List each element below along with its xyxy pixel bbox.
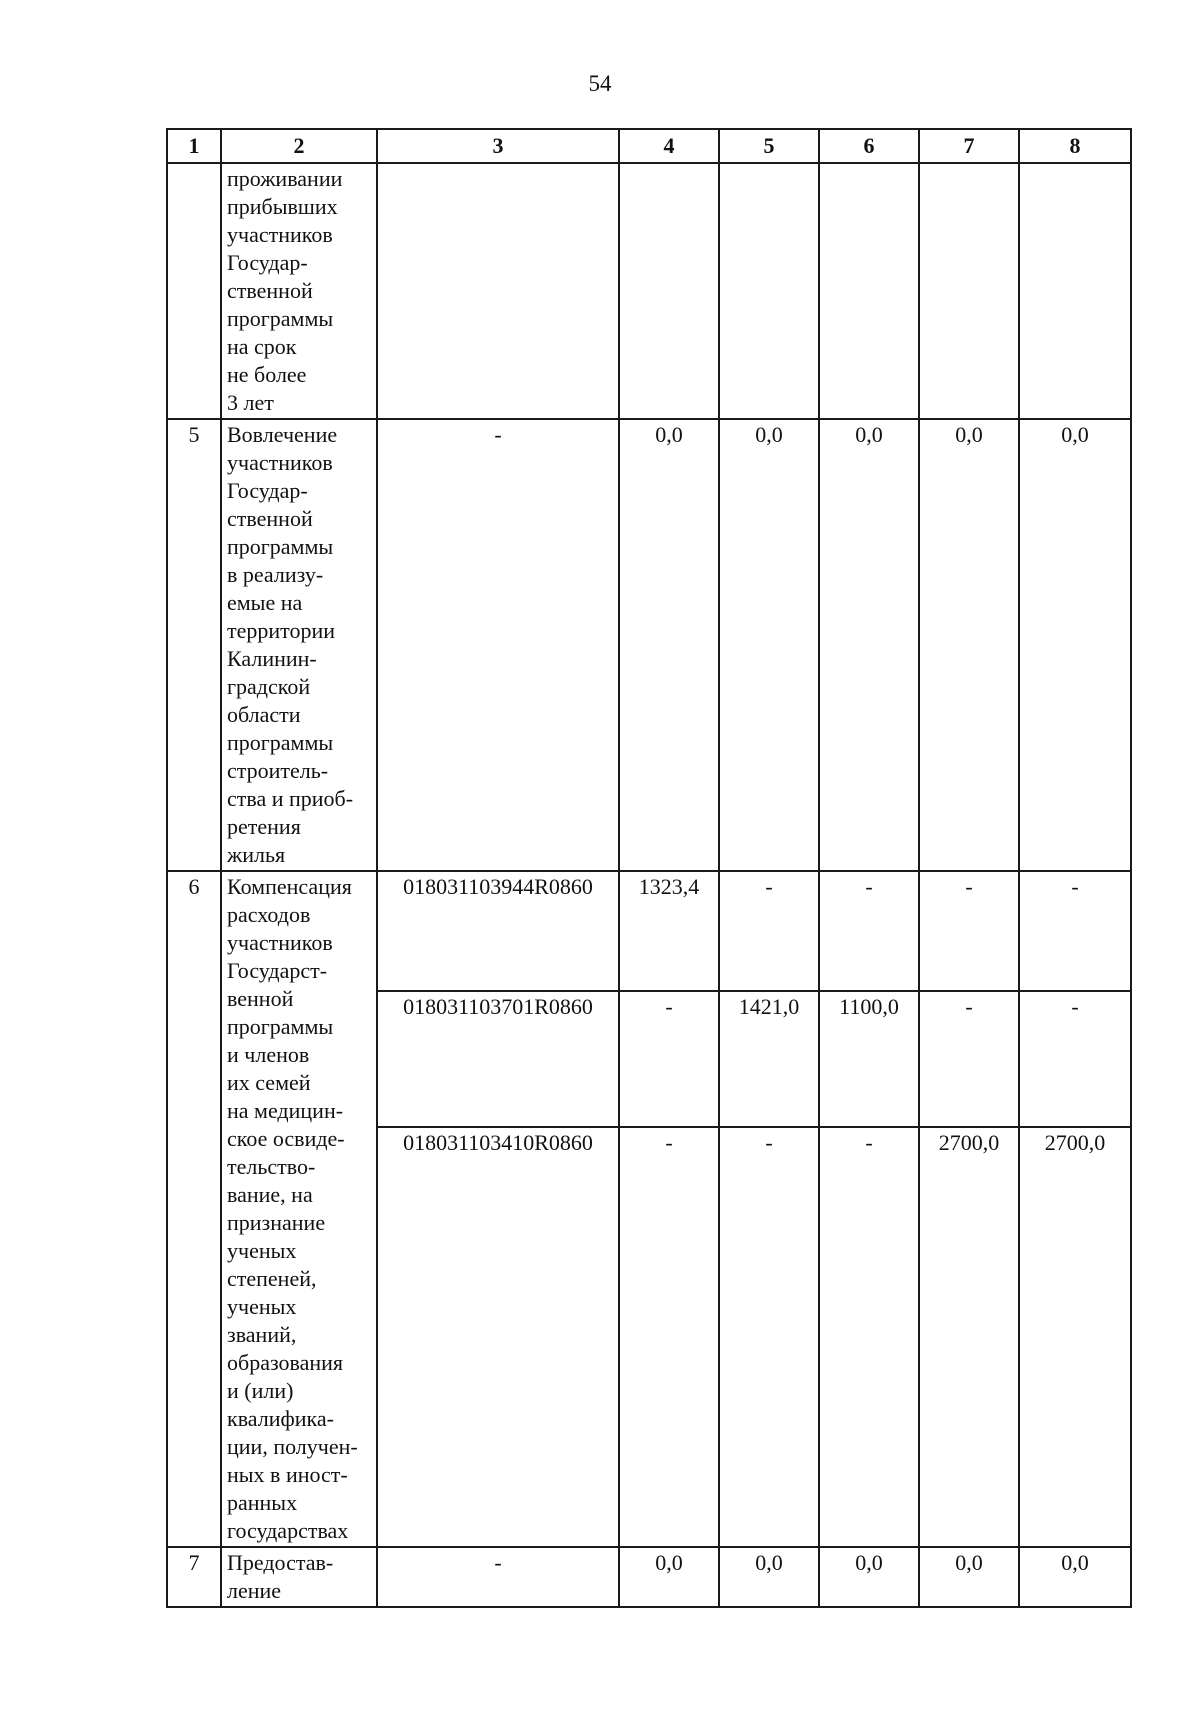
value-cell: 1323,4 xyxy=(619,871,719,991)
description-line: ранных xyxy=(227,1490,298,1515)
description-line: ученых xyxy=(227,1294,297,1319)
description-line: ственной xyxy=(227,278,313,303)
row-description xyxy=(221,871,377,1547)
table-row-5 xyxy=(167,419,1131,871)
description-line: на медицин- xyxy=(227,1098,344,1123)
value-cell: 1421,0 xyxy=(719,991,819,1127)
description-line: области xyxy=(227,702,301,727)
header-col-1: 1 xyxy=(167,129,221,163)
value-cell: 0,0 xyxy=(919,1547,1019,1607)
row-number xyxy=(167,163,221,419)
header-col-5: 5 xyxy=(719,129,819,163)
value-cell: - xyxy=(819,871,919,991)
description-line: их семей xyxy=(227,1070,311,1095)
description-line: емые на xyxy=(227,590,303,615)
description-line: участников xyxy=(227,450,333,475)
value-cell: - xyxy=(1019,991,1131,1127)
budget-table xyxy=(166,128,1132,1608)
description-line: признание xyxy=(227,1210,326,1235)
row-description xyxy=(221,1547,377,1607)
budget-code: - xyxy=(377,1547,619,1607)
value-cell: - xyxy=(919,991,1019,1127)
description-line: участников xyxy=(227,930,333,955)
value-cell: 0,0 xyxy=(819,1547,919,1607)
description-line: территории xyxy=(227,618,336,643)
description-line: Государст- xyxy=(227,958,328,983)
header-col-4: 4 xyxy=(619,129,719,163)
value-cell: 0,0 xyxy=(919,419,1019,871)
description-line: вание, на xyxy=(227,1182,313,1207)
description-line: программы xyxy=(227,1014,334,1039)
description-line: и (или) xyxy=(227,1378,294,1403)
value-cell xyxy=(1019,163,1131,419)
description-line: ское освиде- xyxy=(227,1126,345,1151)
budget-code: - xyxy=(377,419,619,871)
row-number: 5 xyxy=(167,419,221,871)
description-line: градской xyxy=(227,674,311,699)
description-line: тельство- xyxy=(227,1154,316,1179)
value-cell: - xyxy=(619,1127,719,1547)
value-cell: 0,0 xyxy=(819,419,919,871)
value-cell: 0,0 xyxy=(619,1547,719,1607)
value-cell: - xyxy=(619,991,719,1127)
header-col-6: 6 xyxy=(819,129,919,163)
header-col-3: 3 xyxy=(377,129,619,163)
value-cell xyxy=(619,163,719,419)
description-line: званий, xyxy=(227,1322,297,1347)
value-cell: 1100,0 xyxy=(819,991,919,1127)
value-cell: - xyxy=(719,871,819,991)
value-cell: - xyxy=(819,1127,919,1547)
header-col-8: 8 xyxy=(1019,129,1131,163)
description-line: и членов xyxy=(227,1042,310,1067)
description-line: строитель- xyxy=(227,758,329,783)
value-cell: 0,0 xyxy=(1019,1547,1131,1607)
budget-code xyxy=(377,163,619,419)
description-line: прибывших xyxy=(227,194,338,219)
budget-code: 018031103701R0860 xyxy=(377,991,619,1127)
description-line: Компенсация xyxy=(227,874,352,899)
description-line: участников xyxy=(227,222,333,247)
value-cell: 0,0 xyxy=(719,1547,819,1607)
value-cell: - xyxy=(919,871,1019,991)
row-number: 6 xyxy=(167,871,221,1547)
description-line: жилья xyxy=(227,842,286,867)
value-cell xyxy=(919,163,1019,419)
value-cell xyxy=(719,163,819,419)
value-cell: 2700,0 xyxy=(1019,1127,1131,1547)
description-line: ства и приоб- xyxy=(227,786,354,811)
description-line: ученых xyxy=(227,1238,297,1263)
page-number: 54 xyxy=(588,71,612,96)
header-col-7: 7 xyxy=(919,129,1019,163)
description-line: ции, получен- xyxy=(227,1434,358,1459)
value-cell: - xyxy=(719,1127,819,1547)
description-line: степеней, xyxy=(227,1266,317,1291)
description-line: не более xyxy=(227,362,307,387)
description-line: на срок xyxy=(227,334,297,359)
description-line: программы xyxy=(227,730,334,755)
description-line: Вовлечение xyxy=(227,422,338,447)
description-line: Калинин- xyxy=(227,646,317,671)
value-cell xyxy=(819,163,919,419)
value-cell: - xyxy=(1019,871,1131,991)
description-line: государствах xyxy=(227,1518,349,1543)
budget-code: 018031103944R0860 xyxy=(377,871,619,991)
table-row-7 xyxy=(167,1547,1131,1607)
row-description xyxy=(221,163,377,419)
value-cell: 2700,0 xyxy=(919,1127,1019,1547)
description-line: проживании xyxy=(227,166,343,191)
value-cell: 0,0 xyxy=(1019,419,1131,871)
description-line: квалифика- xyxy=(227,1406,334,1431)
table-row-6-subrow-1 xyxy=(167,871,1131,991)
description-line: ственной xyxy=(227,506,313,531)
description-line: Государ- xyxy=(227,250,308,275)
row-description xyxy=(221,419,377,871)
header-col-2: 2 xyxy=(221,129,377,163)
description-line: Государ- xyxy=(227,478,308,503)
description-line: ретения xyxy=(227,814,301,839)
description-line: 3 лет xyxy=(227,390,274,415)
description-line: программы xyxy=(227,306,334,331)
description-line: расходов xyxy=(227,902,311,927)
description-line: ных в иност- xyxy=(227,1462,348,1487)
description-line: в реализу- xyxy=(227,562,324,587)
table-row-continuation xyxy=(167,163,1131,419)
budget-code: 018031103410R0860 xyxy=(377,1127,619,1547)
value-cell: 0,0 xyxy=(619,419,719,871)
value-cell: 0,0 xyxy=(719,419,819,871)
description-line: программы xyxy=(227,534,334,559)
description-line: ление xyxy=(227,1578,282,1603)
description-line: венной xyxy=(227,986,294,1011)
description-line: образования xyxy=(227,1350,344,1375)
description-line: Предостав- xyxy=(227,1550,334,1575)
row-number: 7 xyxy=(167,1547,221,1607)
header-row xyxy=(167,129,1131,163)
